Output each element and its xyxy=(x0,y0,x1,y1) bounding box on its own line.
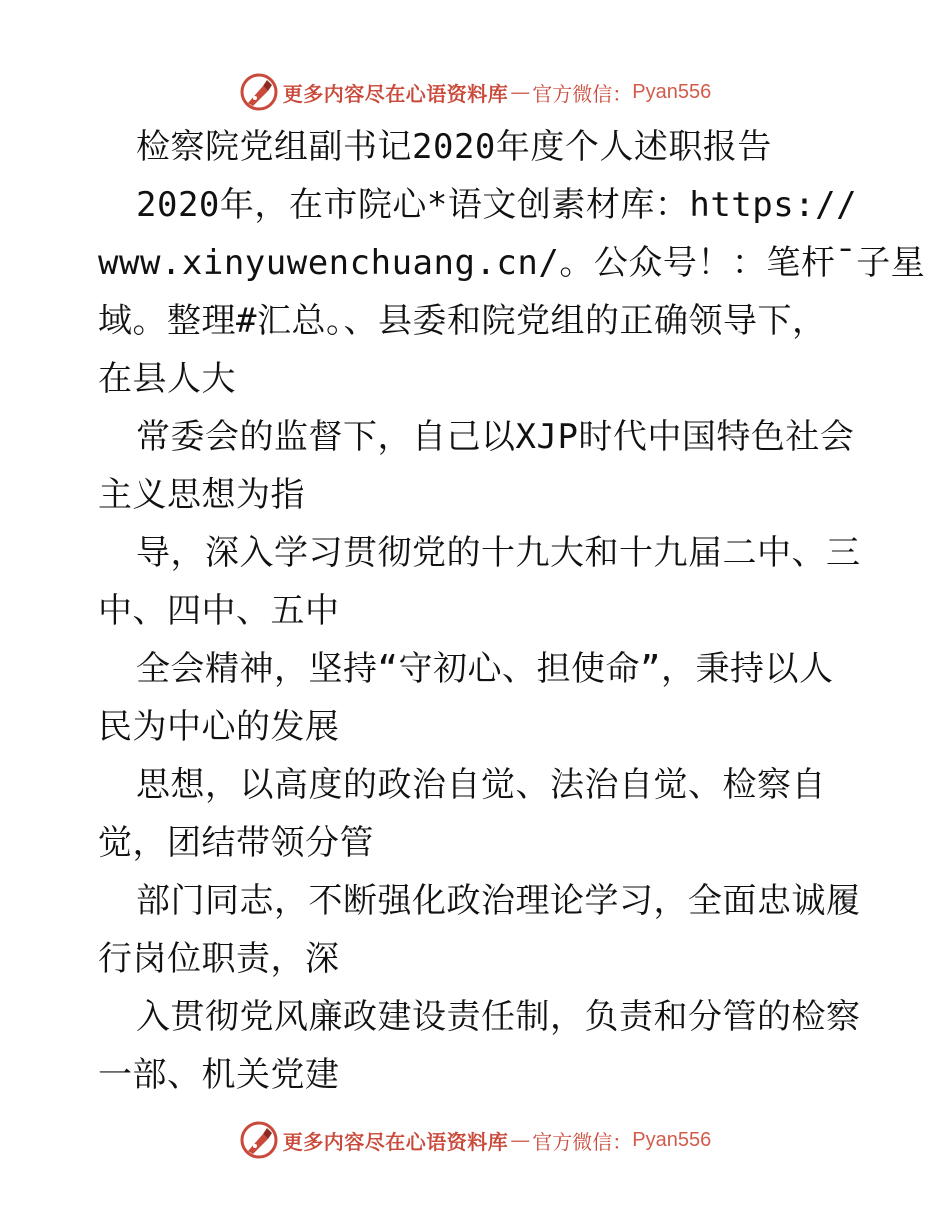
watermark-sub-text: 官方微信： xyxy=(532,81,633,106)
document-line: 部门同志，不断强化政治理论学习，全面忠诚履 xyxy=(136,881,861,921)
watermark-main-text: 更多内容尽在心语资料库 xyxy=(282,1129,509,1154)
document-line: 一部、机关党建 xyxy=(98,1055,340,1095)
document-line: 思想，以高度的政治自觉、法治自觉、检察自 xyxy=(136,765,826,805)
watermark-wechat-id: Pyan556 xyxy=(632,80,712,103)
pen-nib-icon xyxy=(239,72,279,112)
document-line: 民为中心的发展 xyxy=(98,707,340,747)
document-line: 中、四中、五中 xyxy=(98,591,340,631)
document-line: 觉，团结带领分管 xyxy=(98,823,374,863)
document-line: 常委会的监督下，自己以XJP时代中国特色社会 xyxy=(136,417,855,457)
document-line: 主义思想为指 xyxy=(98,475,305,515)
document-line: 全会精神，坚持“守初心、担使命”，秉持以人 xyxy=(136,649,834,689)
document-body xyxy=(98,118,926,1104)
document-line: 入贯彻党风廉政建设责任制，负责和分管的检察 xyxy=(136,997,861,1037)
watermark-separator: — xyxy=(510,80,531,104)
watermark-main-text: 更多内容尽在心语资料库 xyxy=(282,81,509,106)
watermark-sub-text: 官方微信： xyxy=(532,1129,633,1154)
watermark-wechat-id: Pyan556 xyxy=(632,1128,712,1151)
footer-watermark xyxy=(0,1118,950,1162)
document-line: 在县人大 xyxy=(98,359,236,399)
document-line: www.xinyuwenchuang.cn/。公众号！：笔杆¯子星 xyxy=(98,243,926,283)
document-line: 域。整理#汇总。、县委和院党组的正确领导下， xyxy=(98,301,827,341)
document-line: 导，深入学习贯彻党的十九大和十九届二中、三 xyxy=(136,533,861,573)
header-watermark xyxy=(0,70,950,114)
document-line: 行岗位职责，深 xyxy=(98,939,340,979)
document-line: 检察院党组副书记2020年度个人述职报告 xyxy=(136,127,772,167)
pen-nib-icon xyxy=(239,1120,279,1160)
document-line: 2020年，在市院心*语文创素材库：https:// xyxy=(136,185,858,225)
watermark-separator: — xyxy=(510,1128,531,1152)
